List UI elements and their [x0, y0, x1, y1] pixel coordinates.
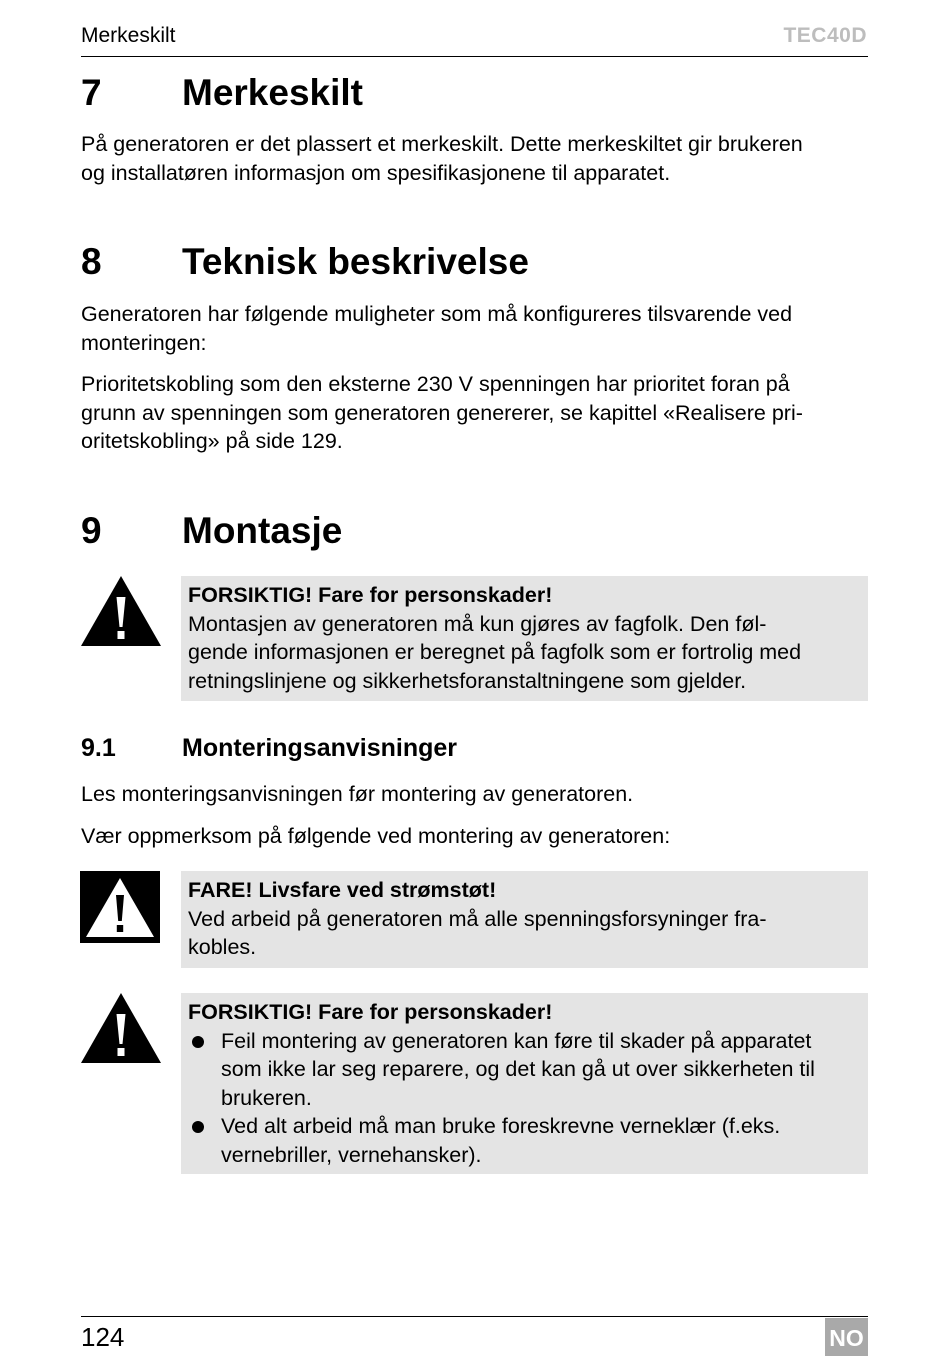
heading-title: Monteringsanvisninger — [182, 734, 458, 762]
paragraph-read-instructions — [81, 780, 871, 809]
text-line: som ikke lar seg reparere, og det kan gå ut over sikkerheten til — [221, 1057, 815, 1081]
heading-number: 9.1 — [81, 734, 116, 762]
text-line: oritetskobling» på side 129. — [81, 429, 343, 453]
list-item — [188, 1027, 860, 1113]
text-line: og installatøren informasjon om spesifikasjonene til apparatet. — [81, 160, 671, 185]
danger-title: FARE! Livsfare ved strømstøt! — [188, 878, 497, 902]
caution-title: FORSIKTIG! Fare for personskader! — [188, 583, 553, 607]
text-line: vernebriller, vernehansker). — [221, 1142, 482, 1167]
text-line: monteringen: — [81, 330, 207, 355]
text-line: Les monteringsanvisningen før montering av generatoren. — [81, 782, 634, 806]
text-line: På generatoren er det plassert et merkeskilt. Dette merkeskiltet gir brukeren — [81, 132, 803, 156]
footer-rule — [81, 1316, 868, 1317]
text-line: Ved alt arbeid må man bruke foreskrevne verneklær (f.eks. — [221, 1114, 781, 1138]
text-line: Feil montering av generatoren kan føre til skader på apparatet — [221, 1028, 812, 1053]
caution-box-installation — [181, 993, 868, 1174]
header-rule — [81, 56, 868, 57]
paragraph-note-following — [81, 822, 871, 851]
heading-section-8 — [81, 239, 681, 285]
text-line: grunn av spenningen som generatoren genererer, se kapittel «Realisere pri- — [81, 400, 803, 425]
caution-title: FORSIKTIG! Fare for personskader! — [188, 1000, 553, 1024]
warning-triangle-icon — [80, 575, 162, 647]
text-line: retningslinjene og sikkerhetsforanstaltningene som gjelder. — [188, 668, 747, 693]
bullet-icon — [192, 1121, 204, 1133]
heading-title: Teknisk beskrivelse — [182, 241, 529, 282]
warning-triangle-icon — [80, 992, 162, 1064]
heading-section-7 — [81, 70, 581, 116]
bullet-icon — [192, 1036, 204, 1048]
heading-subsection-9-1 — [81, 732, 681, 764]
text-line: Ved arbeid på generatoren må alle spenningsforsyninger fra- — [188, 906, 767, 931]
text-line: Vær oppmerksom på følgende ved montering av generatoren: — [81, 824, 671, 848]
heading-section-9 — [81, 508, 581, 554]
heading-number: 9 — [81, 510, 102, 551]
heading-number: 7 — [81, 72, 102, 113]
heading-title: Montasje — [182, 510, 343, 551]
text-line: Generatoren har følgende muligheter som må konfigureres tilsvarende ved — [81, 302, 793, 326]
running-header-section: Merkeskilt — [81, 24, 176, 47]
caution-box-montasje — [181, 576, 868, 701]
paragraph-priority-switching — [81, 370, 871, 456]
page-number: 124 — [81, 1322, 125, 1352]
heading-title: Merkeskilt — [182, 72, 363, 113]
text-line: Prioritetskobling som den eksterne 230 V spenningen har prioritet foran på — [81, 372, 790, 396]
language-badge: NO — [825, 1318, 868, 1356]
text-line: brukeren. — [221, 1085, 312, 1110]
electric-warning-icon — [80, 871, 160, 943]
running-header-model: TEC40D — [783, 24, 867, 47]
paragraph-merkeskilt — [81, 130, 871, 187]
list-item — [188, 1112, 860, 1169]
text-line: Montasjen av generatoren må kun gjøres av fagfolk. Den føl- — [188, 611, 767, 636]
danger-box-electric-shock — [181, 871, 868, 968]
heading-number: 8 — [81, 241, 102, 282]
text-line: gende informasjonen er beregnet på fagfolk som er fortrolig med — [188, 640, 802, 664]
text-line: kobles. — [188, 935, 257, 959]
paragraph-options — [81, 300, 871, 357]
